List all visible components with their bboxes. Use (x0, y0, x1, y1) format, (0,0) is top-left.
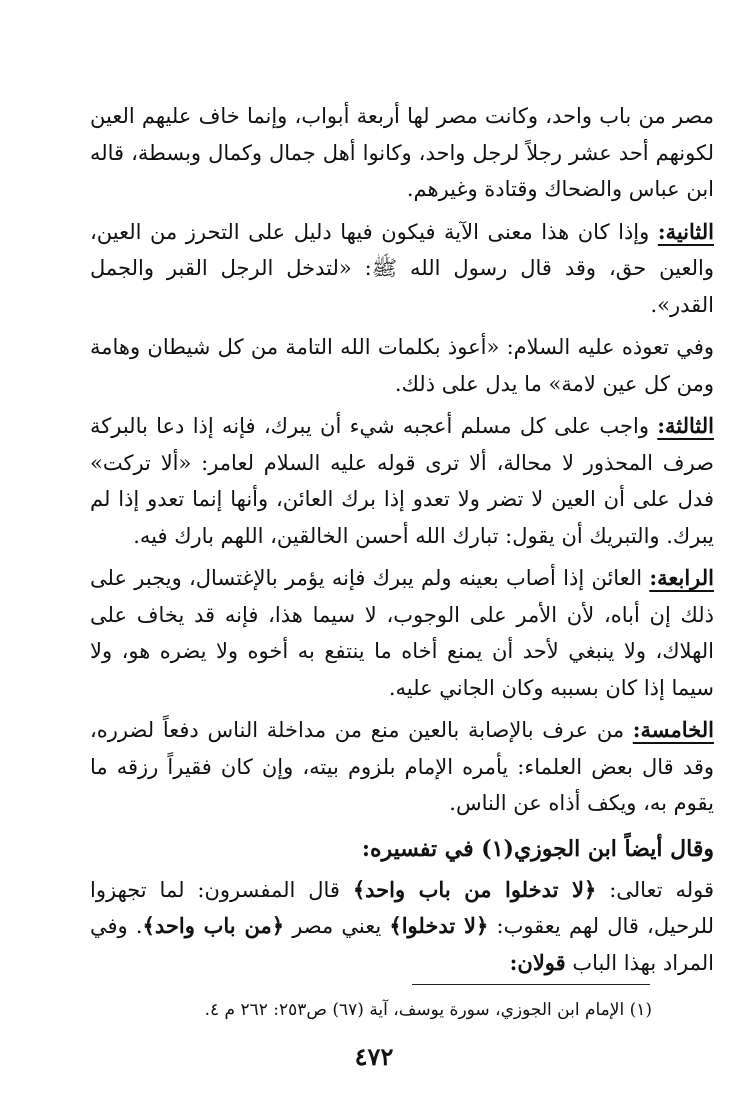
paragraph-fourth (90, 560, 714, 706)
tafsir-text: قوله تعالى: (596, 877, 714, 902)
page-body (90, 98, 714, 981)
tafsir-bold-ending: قولان: (509, 949, 566, 975)
paragraph-heading: الثالثة: (657, 413, 714, 438)
quran-quote: ﴿من باب واحد﴾ (142, 913, 285, 938)
paragraph-fifth (90, 712, 714, 822)
paragraph-third (90, 408, 714, 554)
paragraph-text: العائن إذا أصاب بعينه ولم يبرك فإنه يؤمر بالإغتسال، ويجبر على ذلك إن أباه، لأن الأمر على الوجوب، لا سيما هذا، فإنه قد يخاف على الهلاك، ولا ينبغي لأحد أن يمنع أخاه ما ينتفع به أخوه ولا يضره هو، ولا سيما إذا كان بسببه وكان الجاني عليه. (90, 566, 714, 700)
tafsir-text: قال المفسرون: لما تجهزوا للرحيل، قال لهم يعقوب: (90, 877, 714, 938)
paragraph-taawwudh (90, 329, 714, 402)
paragraph-heading: الرابعة: (649, 565, 714, 590)
quran-quote: ﴿لا تدخلوا من باب واحد﴾ (352, 876, 597, 902)
tafsir-text: . وفي المراد بهذا الباب (90, 914, 714, 975)
footnote-divider (412, 984, 650, 985)
paragraph-text: من عرف بالإصابة بالعين منع من مداخلة الناس دفعاً لضرره، وقد قال بعض العلماء: يأمره الإمام بلزوم بيته، وإن كان فقيراً رزقه ما يقوم به، ويكف أذاه عن الناس. (90, 718, 714, 815)
section-title: وقال أيضاً ابن الجوزي(١) في تفسيره: (361, 835, 714, 862)
paragraph-text: مصر من باب واحد، وكانت مصر لها أربعة أبواب، وإنما خاف عليهم العين لكونهم أحد عشر رجلاً لرجل واحد، وكانوا أهل جمال وكمال وبسطة، قاله ابن عباس والضحاك وقتادة وغيرهم. (90, 104, 714, 201)
paragraph-heading: الثانية: (657, 218, 714, 244)
paragraph-text: وإذا كان هذا معنى الآية فيكون فيها دليل على التحرز من العين، والعين حق، وقد قال رسول الله ﷺ: «لتدخل الرجل القبر والجمل القدر». (90, 219, 714, 317)
quran-quote: ﴿لا تدخلوا﴾ (389, 913, 489, 938)
paragraph-text: واجب على كل مسلم أعجبه شيء أن يبرك، فإنه إذا دعا بالبركة صرف المحذور لا محالة، ألا ترى قوله عليه السلام لعامر: «ألا تركت» فدل على أن العين لا تضر ولا تعدو إذا برك العائن، وأنها إنما تعدو إذا لم يبرك. والتبريك أن يقول: تبارك الله أحسن الخالقين، اللهم بارك فيه. (90, 414, 714, 548)
footnote: (١) الإمام ابن الجوزي، سورة يوسف، آية (٦٧) ص٢٥٣: ٢٦٢ م ٤. (204, 1000, 652, 1020)
tafsir-text: يعني مصر (284, 914, 390, 938)
paragraph-second (90, 214, 714, 324)
paragraph-text: وفي تعوذه عليه السلام: «أعوذ بكلمات الله التامة من كل شيطان وهامة ومن كل عين لامة» ما يدل على ذلك. (90, 335, 714, 396)
paragraph-tafsir (90, 872, 714, 982)
page-number: ٤٧٢ (354, 1042, 394, 1071)
paragraph-intro (90, 98, 714, 208)
paragraph-heading: الخامسة: (632, 717, 714, 742)
